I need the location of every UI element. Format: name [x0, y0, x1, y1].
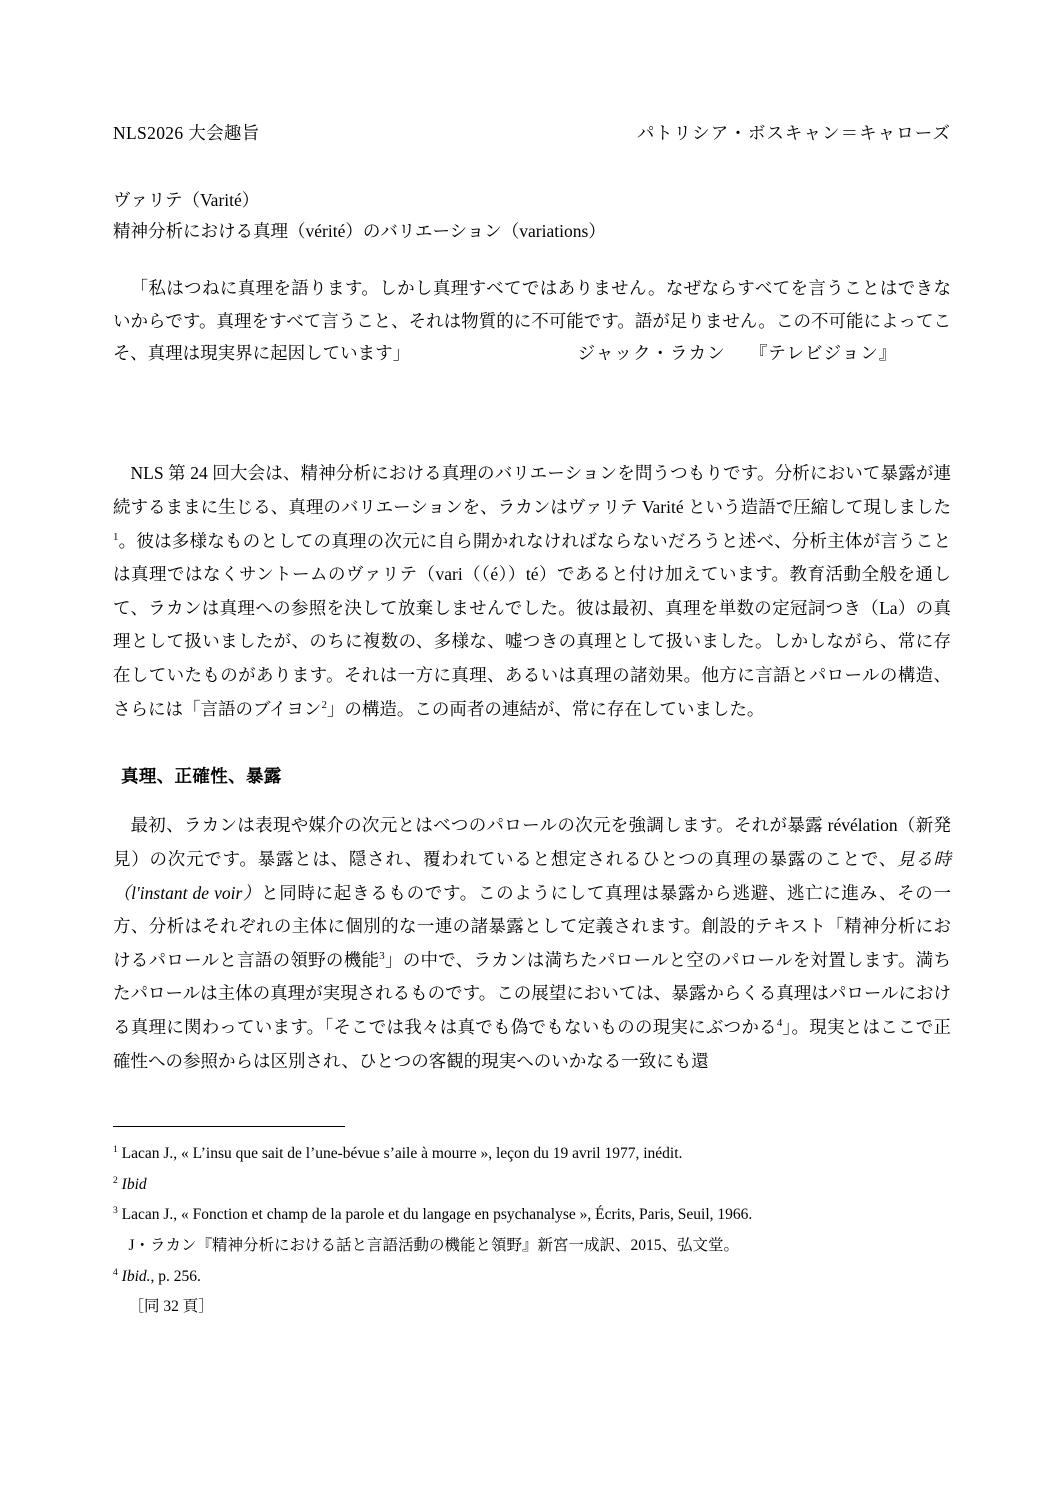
- paragraph-1-part-a: NLS 第 24 回大会は、精神分析における真理のバリエーションを問うつもりです。分析において暴露が連続するままに生じる、真理のバリエーションを、ラカンはヴァリテ Varité という造語で圧縮して現しました: [113, 463, 951, 517]
- paragraph-1: [113, 457, 951, 726]
- footnote-4: [113, 1264, 951, 1291]
- footnote-4-number: 4: [113, 1266, 118, 1278]
- footnote-1: [113, 1141, 951, 1168]
- footnote-marker-1[interactable]: 1: [113, 530, 119, 543]
- title-line-2: 精神分析における真理（vérité）のバリエーション（variations）: [113, 220, 606, 241]
- footnote-area: [113, 1126, 951, 1321]
- footnote-2-number: 2: [113, 1174, 118, 1186]
- footnote-3-number: 3: [113, 1205, 118, 1217]
- running-header: [113, 120, 951, 145]
- footnote-3-text: Lacan J., « Fonction et champ de la parole et du langage en psychanalyse », Écrits, Paris, Seuil, 1966.: [121, 1206, 753, 1224]
- paragraph-2: [113, 809, 951, 1078]
- footnote-1-number: 1: [113, 1143, 118, 1155]
- section-heading: 真理、正確性、暴露: [121, 766, 282, 787]
- footnote-separator-rule: [113, 1126, 345, 1127]
- footnote-marker-3[interactable]: 3: [379, 949, 385, 962]
- header-title-left: NLS2026 大会趣旨: [113, 123, 260, 143]
- paragraph-2-part-d: 」。現実とはここで正確性への参照からは区別され、ひとつの客観的現実へのいかなる一致にも還: [113, 1016, 951, 1071]
- paragraph-1-part-c: 」の構造。この両者の連結が、常に存在していました。: [326, 698, 765, 719]
- footnote-1-text: Lacan J., « L’insu que sait de l’une-bévue s’aile à mourre », leçon du 19 avril 1977, inédit.: [121, 1145, 683, 1162]
- paragraph-2-italic-phrase: 見る時（l'instant de voir）: [113, 848, 951, 903]
- spacer: [113, 379, 951, 457]
- title-block: [113, 185, 951, 246]
- paragraph-2-part-c: 」の中で、ラカンは満ちたパロールと空のパロールを対置します。満ちたパロールは主体の真理が実現されるものです。この展望においては、暴露からくる真理はパロールにおける真理に関わっています。「そこでは我々は真でも偽でもないものの現実にぶつかる: [113, 949, 951, 1037]
- epigraph-author: ジャック・ラカン: [577, 343, 726, 363]
- epigraph-work: 『テレビジョン』: [749, 343, 898, 363]
- footnote-2: [113, 1172, 951, 1199]
- footnote-marker-4[interactable]: 4: [776, 1017, 783, 1030]
- footnote-2-text: Ibid: [121, 1175, 147, 1193]
- epigraph-text: 「私はつねに真理を語ります。しかし真理すべてではありません。なぜならすべてを言うことはできないからです。真理をすべて言うこと、それは物質的に不可能です。語が足りません。この不可能によってこそ、真理は現実界に起因しています」: [113, 278, 951, 363]
- footnote-3: [113, 1202, 951, 1229]
- footnote-4-ibid: Ibid.: [121, 1267, 151, 1285]
- footnote-3-japanese-translation: J・ラカン『精神分析における話と言語活動の機能と領野』新宮一成訳、2015、弘文堂。: [128, 1236, 740, 1254]
- paragraph-2-part-a: 最初、ラカンは表現や媒介の次元とはべつのパロールの次元を強調します。それが暴露 révélation（新発見）の次元です。暴露とは、隠され、覆われていると想定されるひとつの真理の暴露のことで、: [113, 815, 951, 869]
- footnote-marker-2[interactable]: 2: [321, 698, 327, 711]
- title-line-1: ヴァリテ（Varité）: [113, 190, 260, 210]
- document-content: [113, 120, 951, 1096]
- epigraph-attribution: [560, 337, 897, 369]
- page-marker: ［同 32 頁］: [128, 1298, 214, 1316]
- paragraph-1-part-b: 。彼は多様なものとしての真理の次元に自ら開かれなければならないだろうと述べ、分析主体が言うことは真理ではなくサントームのヴァリテ（vari（（é））té）であると付け加えています。教育活動全般を通して、ラカンは真理への参照を決して放棄しませんでした。彼は最初、真理を単数の定冠詞つき（La）の真理として扱いましたが、のちに複数の、多様な、嘘つきの真理として扱いました。しかしながら、常に存在していたものがあります。それは一方に真理、あるいは真理の諸効果。他方に言語とパロールの構造、さらには「言語のブイヨン: [113, 530, 951, 719]
- paragraph-2-part-b: と同時に起きるものです。このようにして真理は暴露から逃避、逃亡に進み、その一方、分析はそれぞれの主体に個別的な一連の諸暴露として定義されます。創設的テキスト「精神分析におけるパロールと言語の領野の機能: [113, 882, 951, 970]
- header-author-right: パトリシア・ボスキャン＝キャローズ: [636, 123, 951, 143]
- footnote-4-rest: , p. 256.: [150, 1267, 201, 1285]
- epigraph-quote: [113, 272, 951, 369]
